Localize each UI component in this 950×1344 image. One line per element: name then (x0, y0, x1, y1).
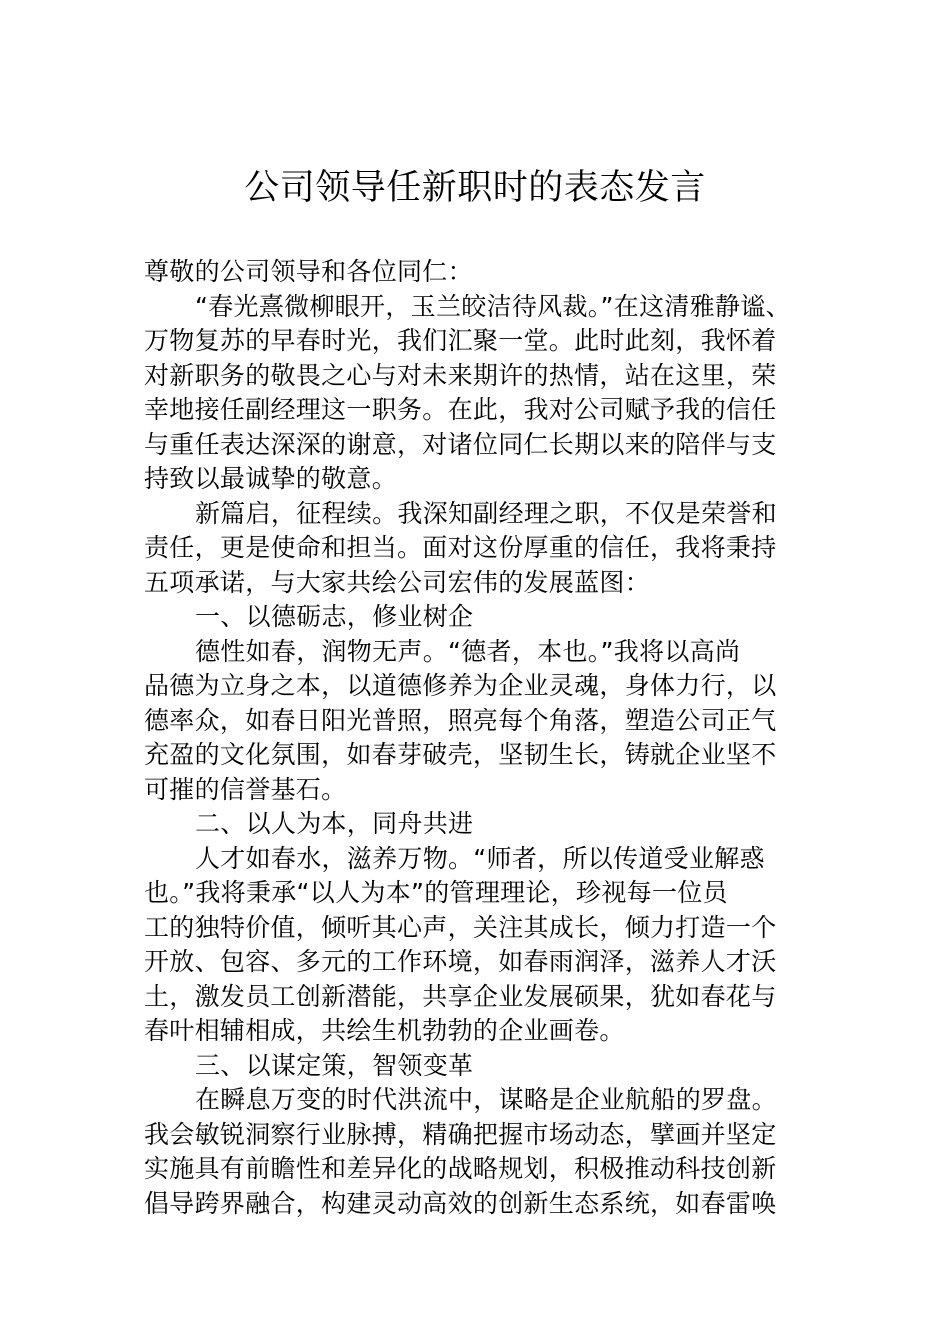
paragraph-line: 也。”我将秉承“以人为本”的管理理论，珍视每一位员 (144, 878, 728, 907)
paragraph-line: 可摧的信誉基石。 (144, 774, 347, 804)
paragraph-line: 在瞬息万变的时代洪流中，谋略是企业航船的罗盘。 (195, 1085, 777, 1114)
document-body (144, 255, 810, 1221)
paragraph-line: 品德为立身之本，以道德修养为企业灵魂，身体力行，以 (144, 671, 777, 700)
paragraph-line: 对新职务的敬畏之心与对未来期许的热情，站在这里，荣 (144, 360, 777, 390)
paragraph-line: 持致以最诚挚的敬意。 (144, 464, 398, 493)
paragraph-line: 万物复苏的早春时光，我们汇聚一堂。此时此刻，我怀着 (144, 326, 777, 355)
paragraph-line: 土，激发员工创新潜能，共享企业发展硕果，犹如春花与 (144, 981, 777, 1011)
paragraph-line: 倡导跨界融合，构建灵动高效的创新生态系统，如春雷唤 (144, 1188, 777, 1218)
paragraph-line: 工的独特价值，倾听其心声，关注其成长，倾力打造一个 (144, 912, 777, 942)
paragraph-line: 幸地接任副经理这一职务。在此，我对公司赋予我的信任 (144, 395, 777, 424)
paragraph-line: 充盈的文化氛围，如春芽破壳，坚韧生长，铸就企业坚不 (144, 740, 777, 769)
paragraph-line: 实施具有前瞻性和差异化的战略规划，积极推动科技创新 (144, 1154, 777, 1183)
paragraph-line: 我会敏锐洞察行业脉搏，精确把握市场动态，擘画并坚定 (144, 1119, 777, 1149)
paragraph-line: 春叶相辅相成，共绘生机勃勃的企业画卷。 (144, 1016, 625, 1045)
paragraph-line: 德率众，如春日阳光普照，照亮每个角落，塑造公司正气 (144, 705, 777, 735)
section-heading: 二、以人为本，同舟共进 (195, 809, 474, 838)
paragraph-line: 五项承诺，与大家共绘公司宏伟的发展蓝图： (144, 567, 651, 597)
document-title: 公司领导任新职时的表态发言 (244, 168, 706, 208)
section-heading: 一、以德砺志，修业树企 (195, 602, 474, 631)
paragraph-line: 与重任表达深深的谢意，对诸位同仁长期以来的陪伴与支 (144, 429, 777, 459)
section-heading: 三、以谋定策，智领变革 (195, 1050, 474, 1080)
paragraph-line: 德性如春，润物无声。“德者，本也。”我将以高尚 (195, 636, 741, 666)
paragraph-line: “春光熹微柳眼开，玉兰皎洁待风裁。”在这清雅静谧、 (195, 291, 791, 321)
paragraph-line: 新篇启，征程续。我深知副经理之职，不仅是荣誉和 (195, 498, 777, 528)
paragraph-line: 人才如春水，滋养万物。“师者，所以传道受业解惑 (195, 843, 765, 873)
salutation: 尊敬的公司领导和各位同仁： (144, 257, 473, 286)
paragraph-line: 责任，更是使命和担当。面对这份厚重的信任，我将秉持 (144, 533, 777, 562)
paragraph-line: 开放、包容、多元的工作环境，如春雨润泽，滋养人才沃 (144, 947, 777, 976)
